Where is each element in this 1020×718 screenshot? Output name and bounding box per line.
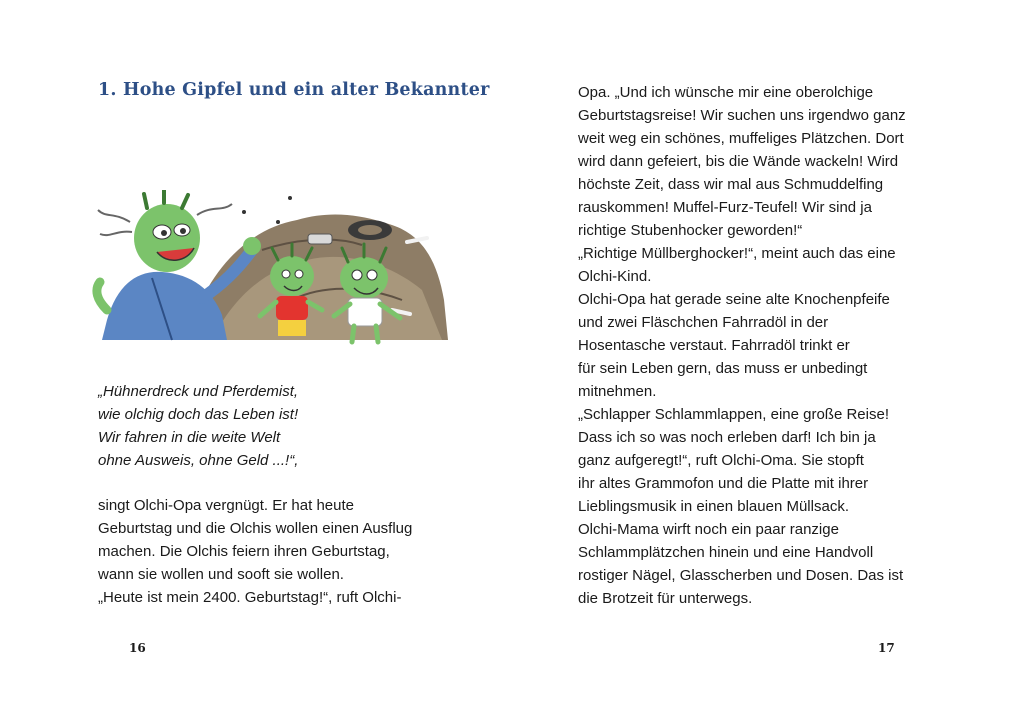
text-line: Lieblingsmusik in einen blauen Müllsack.	[578, 498, 849, 515]
text-line: Schlammplätzchen hinein und eine Handvoll	[578, 544, 874, 561]
page-number-left: 16	[129, 641, 146, 655]
text-line: für sein Leben gern, das muss er unbedingt	[578, 360, 868, 377]
text-line: „Richtige Müllberghocker!“, meint auch das eine	[578, 245, 896, 262]
text-line: wird dann gefeiert, bis die Wände wackeln! Wird	[578, 153, 899, 170]
text-line: Olchi-Mama wirft noch ein paar ranzige	[578, 521, 839, 538]
page-number-right: 17	[878, 641, 895, 655]
chapter-title: 1. Hohe Gipfel und ein alter Bekannter	[98, 80, 490, 100]
right-page	[510, 0, 1020, 718]
text-line: weit weg ein schönes, muffeliges Plätzchen. Dort	[578, 130, 904, 147]
text-line: „Heute ist mein 2400. Geburtstag!“, ruft Olchi-	[98, 589, 402, 606]
right-body-text	[578, 81, 906, 610]
poem-line: wie olchig doch das Leben ist!	[98, 406, 299, 423]
text-line: höchste Zeit, dass wir mal aus Schmuddelfing	[578, 176, 884, 193]
text-line: Dass ich so was noch erleben darf! Ich bin ja	[578, 429, 876, 446]
text-line: singt Olchi-Opa vergnügt. Er hat heute	[98, 497, 354, 514]
olchi-family-illustration	[92, 190, 448, 356]
text-line: Olchi-Kind.	[578, 268, 652, 285]
text-line: wann sie wollen und sooft sie wollen.	[98, 566, 344, 583]
text-line: und zwei Fläschchen Fahrradöl in der	[578, 314, 829, 331]
left-body-text	[98, 494, 412, 609]
text-line: Geburtstagsreise! Wir suchen uns irgendwo ganz	[578, 107, 906, 124]
text-line: Geburtstag und die Olchis wollen einen Ausflug	[98, 520, 413, 537]
poem-line: „Hühnerdreck und Pferdemist,	[98, 383, 299, 400]
text-line: richtige Stubenhocker geworden!“	[578, 222, 803, 239]
text-line: Opa. „Und ich wünsche mir eine oberolchige	[578, 84, 874, 101]
text-line: Olchi-Opa hat gerade seine alte Knochenpfeife	[578, 291, 890, 308]
text-line: ihr altes Grammofon und die Platte mit ihrer	[578, 475, 869, 492]
text-line: ganz aufgeregt!“, ruft Olchi-Oma. Sie stopft	[578, 452, 864, 469]
poem-line: Wir fahren in die weite Welt	[98, 429, 281, 446]
text-line: mitnehmen.	[578, 383, 657, 400]
poem	[98, 380, 298, 472]
poem-line: ohne Ausweis, ohne Geld ...!“,	[98, 452, 299, 469]
text-line: die Brotzeit für unterwegs.	[578, 590, 753, 607]
text-line: machen. Die Olchis feiern ihren Geburtstag,	[98, 543, 390, 560]
text-line: rauskommen! Muffel-Furz-Teufel! Wir sind ja	[578, 199, 872, 216]
text-line: Hosentasche verstaut. Fahrradöl trinkt er	[578, 337, 850, 354]
text-line: rostiger Nägel, Glasscherben und Dosen. Das ist	[578, 567, 904, 584]
text-line: „Schlapper Schlammlappen, eine große Reise!	[578, 406, 889, 423]
